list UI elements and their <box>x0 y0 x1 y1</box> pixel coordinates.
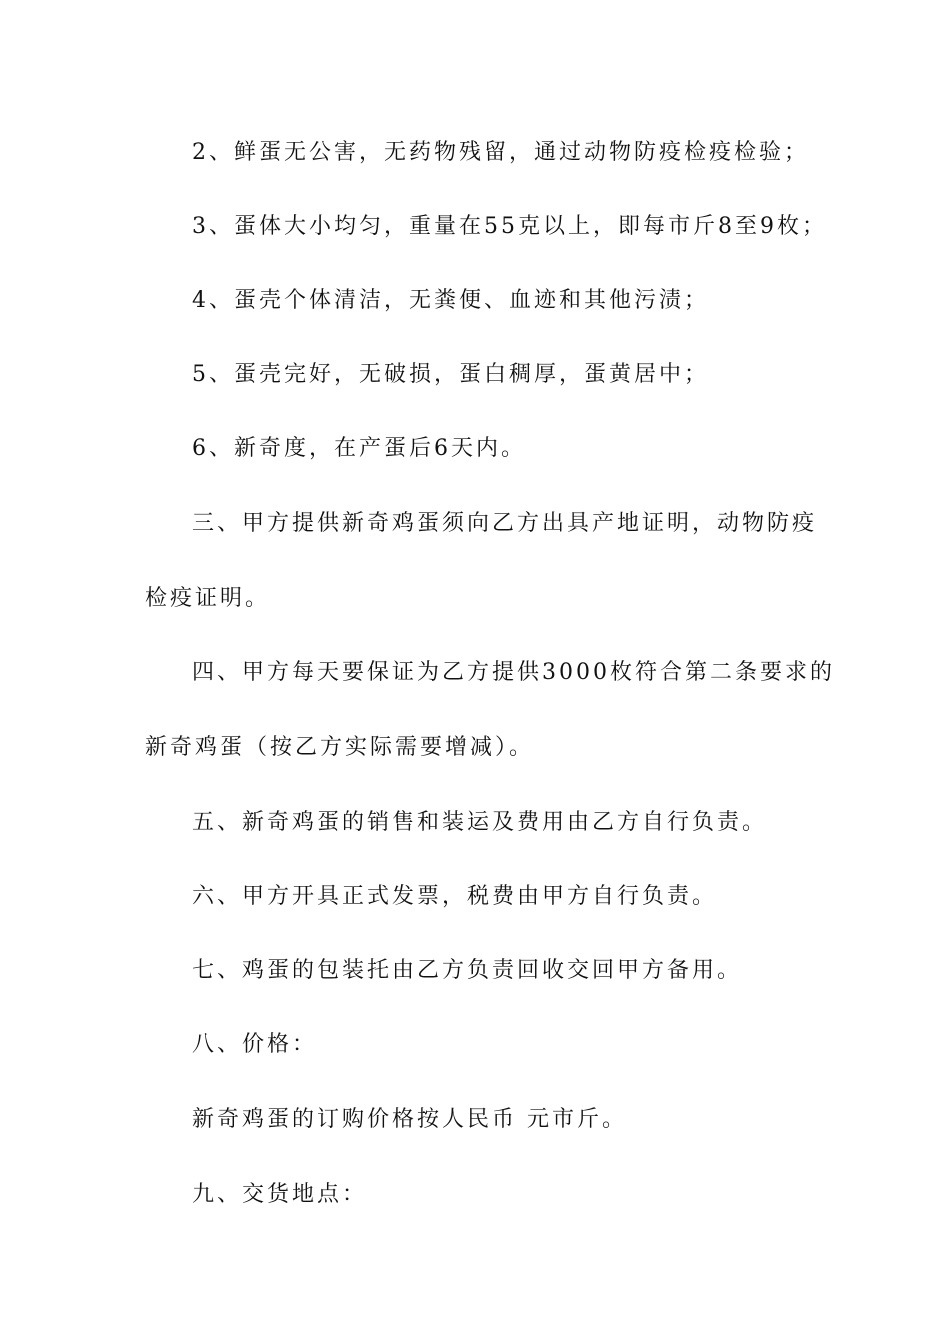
section-5-sales-shipping: 五、新奇鸡蛋的销售和装运及费用由乙方自行负责。 <box>192 810 768 835</box>
section-4-continuation: 新奇鸡蛋（按乙方实际需要增减）。 <box>145 735 535 760</box>
section-3-certificates: 三、甲方提供新奇鸡蛋须向乙方出具产地证明，动物防疫 <box>192 511 818 536</box>
clause-6-freshness-days: 6、新奇度，在产蛋后6天内。 <box>192 436 526 461</box>
clause-3-egg-size-weight: 3、蛋体大小均匀，重量在55克以上，即每市斤8至9枚； <box>192 214 827 239</box>
clause-4-shell-cleanliness: 4、蛋壳个体清洁，无粪便、血迹和其他污渍； <box>192 288 709 313</box>
section-6-invoice-tax: 六、甲方开具正式发票，税费由甲方自行负责。 <box>192 884 718 909</box>
section-7-packaging: 七、鸡蛋的包装托由乙方负责回收交回甲方备用。 <box>192 958 743 983</box>
section-4-daily-supply: 四、甲方每天要保证为乙方提供3000枚符合第二条要求的 <box>192 660 835 685</box>
section-8-price-heading: 八、价格： <box>192 1032 318 1057</box>
section-8-price-detail: 新奇鸡蛋的订购价格按人民币 元市斤。 <box>192 1107 627 1132</box>
section-9-delivery-heading: 九、交货地点： <box>192 1182 368 1207</box>
clause-5-shell-intact: 5、蛋壳完好，无破损，蛋白稠厚，蛋黄居中； <box>192 362 709 387</box>
clause-2-freshness-safety: 2、鲜蛋无公害，无药物残留，通过动物防疫检疫检验； <box>192 140 809 165</box>
section-3-continuation: 检疫证明。 <box>145 586 271 611</box>
